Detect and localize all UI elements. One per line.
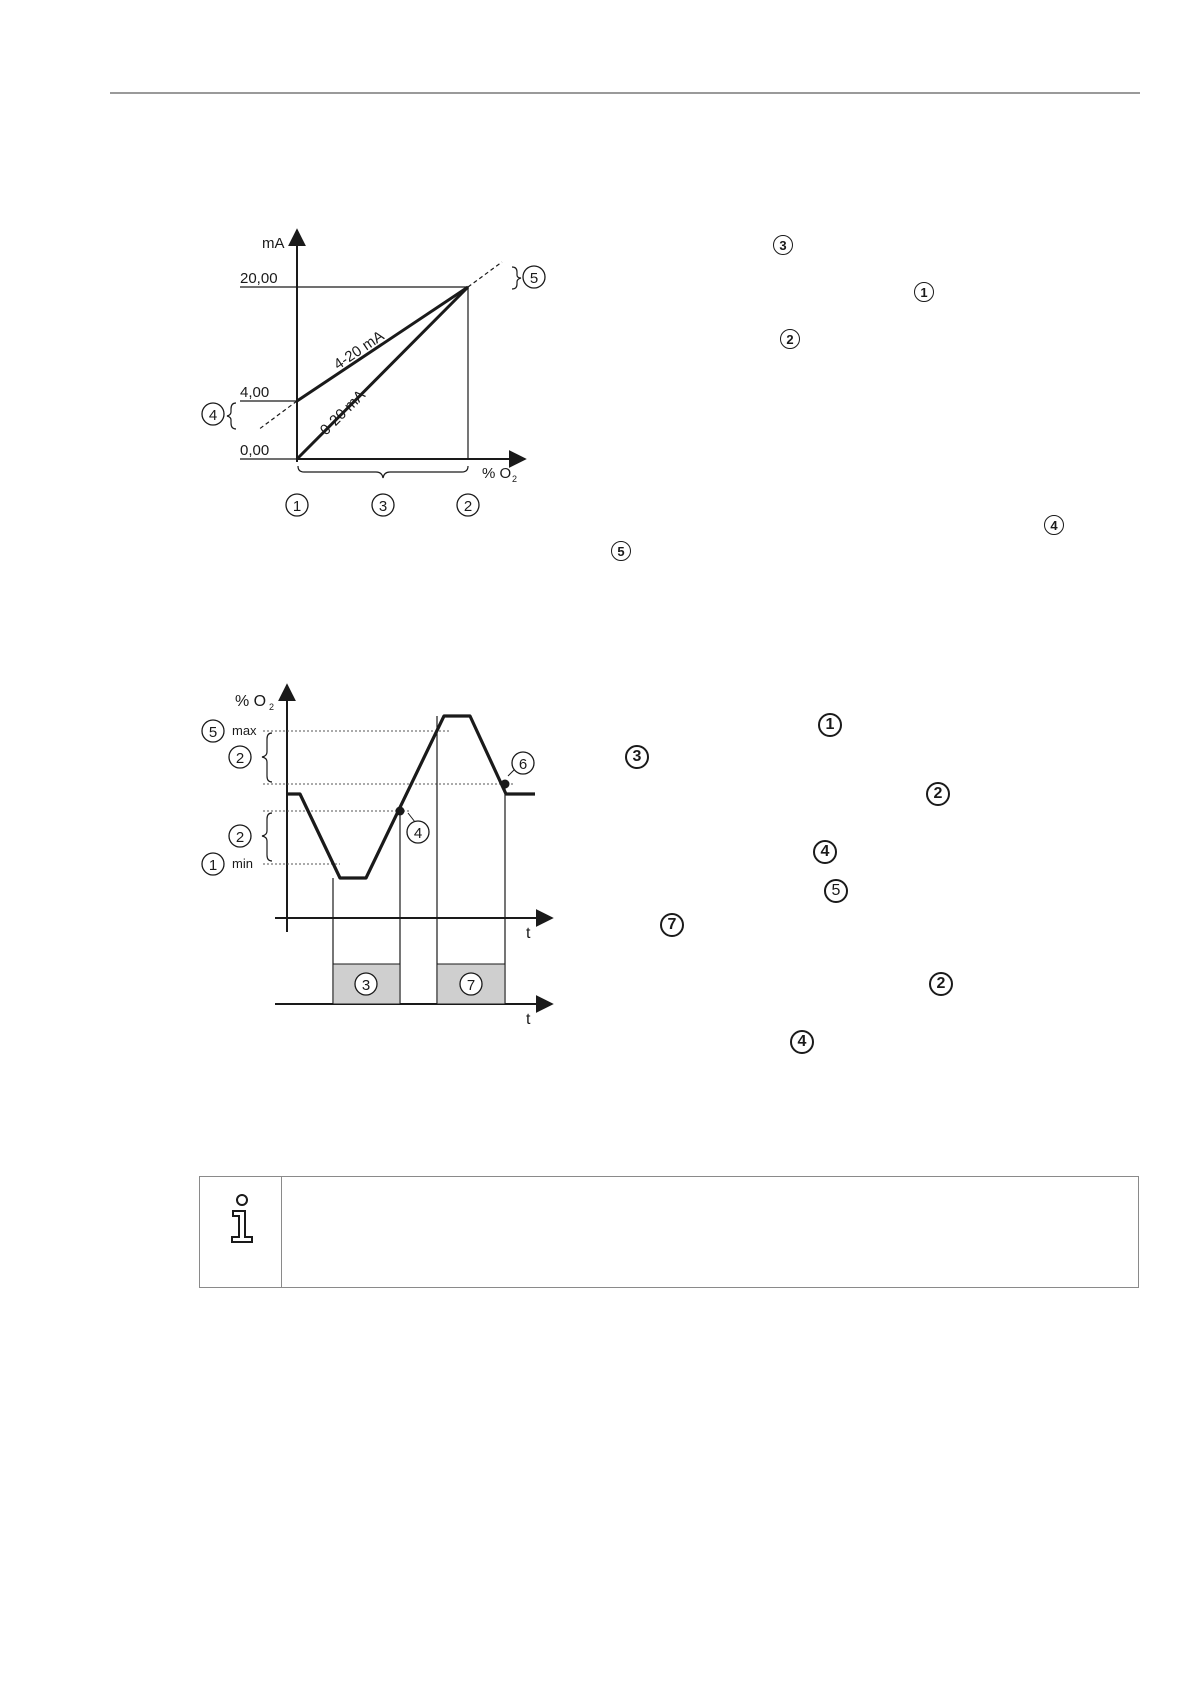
- ref-marker-2: 2: [929, 972, 953, 996]
- svg-text:1: 1: [208, 857, 218, 874]
- callout-5: [202, 720, 224, 742]
- ref-marker-2: 2: [926, 782, 950, 806]
- y-axis-label: mA: [262, 235, 285, 252]
- svg-text:1: 1: [292, 498, 302, 515]
- label-4-20mA: 4-20 mA: [330, 327, 388, 374]
- callout-7: [460, 973, 482, 995]
- ref-marker-5: 5: [611, 541, 631, 561]
- callout-2-upper: [229, 746, 251, 768]
- info-icon: [222, 1193, 262, 1249]
- signal-curve: [287, 716, 535, 878]
- tick-20: 20,00: [240, 270, 278, 287]
- svg-text:4: 4: [208, 407, 218, 424]
- svg-text:3: 3: [378, 498, 388, 515]
- x-axis-label-upper: t: [526, 925, 531, 942]
- x-axis-label-lower: t: [526, 1011, 531, 1028]
- ref-marker-7: 7: [660, 913, 684, 937]
- callout-6: [512, 752, 534, 774]
- ref-marker-4: 4: [813, 840, 837, 864]
- ref-marker-4: 4: [1044, 515, 1064, 535]
- min-label: min: [232, 856, 253, 871]
- callout-1: [202, 853, 224, 875]
- svg-text:4: 4: [413, 825, 423, 842]
- svg-text:6: 6: [518, 756, 528, 773]
- info-note-box: [199, 1176, 1139, 1288]
- ref-marker-1: 1: [914, 282, 934, 302]
- x-axis-subscript: 2: [512, 474, 518, 484]
- x-axis-label: % O: [482, 465, 512, 482]
- tick-4: 4,00: [240, 384, 270, 401]
- svg-text:7: 7: [466, 977, 476, 994]
- ref-marker-5: 5: [824, 879, 848, 903]
- max-label: max: [232, 723, 257, 738]
- ref-marker-3: 3: [773, 235, 793, 255]
- svg-text:3: 3: [361, 977, 371, 994]
- ref-marker-4: 4: [790, 1030, 814, 1054]
- ref-marker-3: 3: [625, 745, 649, 769]
- ref-marker-2: 2: [780, 329, 800, 349]
- label-0-20mA: 0-20 mA: [316, 386, 369, 439]
- brace-hysteresis-max: [262, 733, 272, 782]
- y-axis-subscript: 2: [269, 702, 275, 712]
- ref-marker-1: 1: [818, 713, 842, 737]
- crossing-point-6: [501, 780, 510, 789]
- callout-4: [407, 821, 429, 843]
- tick-0: 0,00: [240, 442, 270, 459]
- svg-text:2: 2: [235, 750, 245, 767]
- info-icon-cell: [200, 1177, 282, 1287]
- svg-text:2: 2: [463, 498, 473, 515]
- callout-2-lower: [229, 825, 251, 847]
- brace-hysteresis-min: [262, 813, 272, 861]
- svg-text:2: 2: [235, 829, 245, 846]
- svg-text:5: 5: [208, 724, 218, 741]
- crossing-point-4: [396, 807, 405, 816]
- svg-text:5: 5: [529, 270, 539, 287]
- y-axis-label: % O: [235, 693, 267, 710]
- callout-3: [355, 973, 377, 995]
